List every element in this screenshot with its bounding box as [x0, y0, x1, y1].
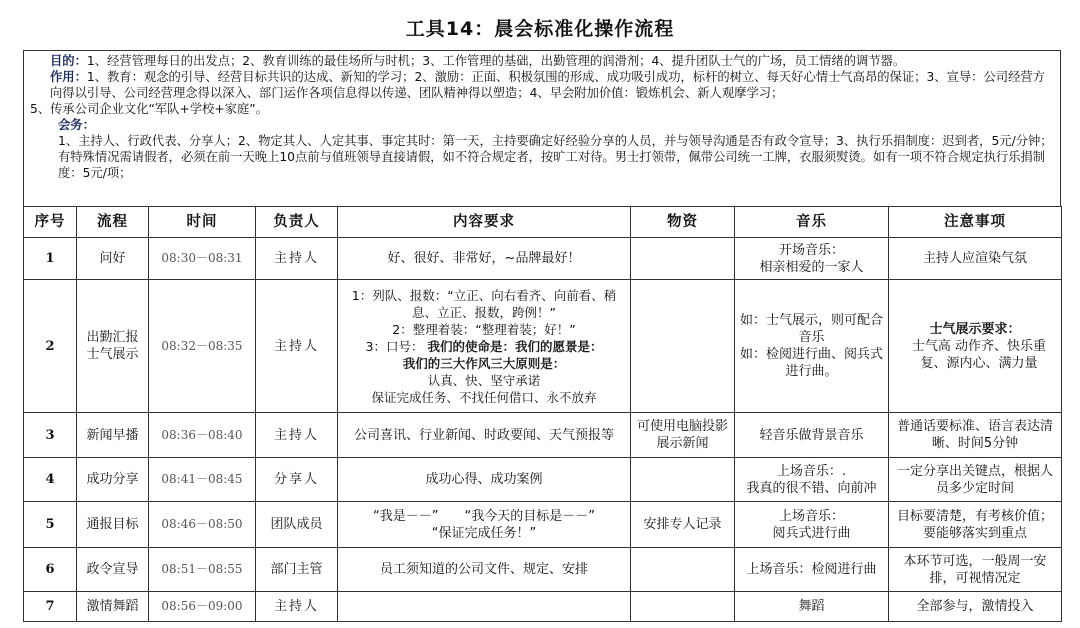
row-content: 成功心得、成功案例 [338, 458, 631, 502]
role-paragraph-2 [30, 101, 1054, 117]
row-content: 好、很好、非常好，~品牌最好！ [338, 238, 631, 280]
row-material [631, 458, 735, 502]
row-note: 普通话要标准、语言表达清晰、时间5分钟 [889, 413, 1062, 458]
row-flow [77, 280, 149, 413]
row-owner: 主持人 [256, 238, 338, 280]
row-material: 可使用电脑投影展示新闻 [631, 413, 735, 458]
content-line: “我是－－” “我今天的目标是－－” [373, 508, 595, 524]
row-material [631, 548, 735, 592]
content-line: 2：整理着装：“整理着装；好！” [392, 321, 576, 337]
row-material: 安排专人记录 [631, 502, 735, 548]
row-content: 公司喜讯、行业新闻、时政要闻、天气预报等 [338, 413, 631, 458]
content-line: 我们的三大作风三大原则是： [402, 355, 566, 371]
row-note: 全部参与，激情投入 [889, 592, 1062, 622]
row-time: 08:46－08:50 [149, 502, 256, 548]
row-material [631, 280, 735, 413]
purpose-text: 1、经营管理每日的出发点；2、教育训练的最佳场所与时机；3、工作管理的基础，出勤管理的润滑剂；4、提升团队士气的广场，员工情绪的调节器。 [86, 54, 906, 68]
row-material [631, 238, 735, 280]
table-header-row [24, 207, 1062, 238]
row-music [735, 280, 889, 413]
row-note-body: 士气高 动作齐、快乐重复、源内心、满力量 [911, 338, 1047, 371]
row-music [735, 502, 889, 548]
header-time: 时间 [149, 207, 256, 238]
row-time: 08:51－08:55 [149, 548, 256, 592]
header-material: 物资 [631, 207, 735, 238]
row-music-line-1: 如：士气展示，则可配合音乐 [739, 313, 883, 345]
row-music-line-1: 上场音乐： [778, 508, 844, 524]
row-num: 3 [24, 413, 77, 458]
row-music [735, 458, 889, 502]
row-flow: 新闻早播 [77, 413, 149, 458]
header-flow: 流程 [77, 207, 149, 238]
row-num: 1 [24, 238, 77, 280]
purpose-paragraph [30, 53, 1054, 69]
row-owner: 主持人 [256, 413, 338, 458]
row-owner: 团队成员 [256, 502, 338, 548]
row-num: 6 [24, 548, 77, 592]
row-music-line-2: 如：检阅进行曲、阅兵式进行曲。 [739, 347, 883, 379]
row-num: 5 [24, 502, 77, 548]
content-line: “保证完成任务！” [431, 525, 537, 541]
row-time: 08:36－08:40 [149, 413, 256, 458]
header-num: 序号 [24, 207, 77, 238]
affairs-paragraph [30, 133, 1054, 181]
content-line: 1：列队、报数：“立正、向右看齐、向前看、稍息、立正、报数，跨例！” [351, 287, 617, 320]
content-line [341, 338, 627, 355]
row-content: 员工须知道的公司文件、规定、安排 [338, 548, 631, 592]
table-row [24, 502, 1062, 548]
header-content: 内容要求 [338, 207, 631, 238]
row-note: 一定分享出关键点，根据人员多少定时间 [889, 458, 1062, 502]
row-time: 08:32－08:35 [149, 280, 256, 413]
row-note: 本环节可选，一般周一安排，可视情况定 [889, 548, 1062, 592]
header-music: 音乐 [735, 207, 889, 238]
purpose-label: 目的： [50, 54, 87, 68]
row-flow: 问好 [77, 238, 149, 280]
row-owner: 分享人 [256, 458, 338, 502]
row-owner: 主持人 [256, 592, 338, 622]
affairs-text: 1、主持人、行政代表、分享人；2、物定其人、人定其事、事定其时：第一天，主持要确定好经验分享的人员，并与领导沟通是否有政令宣导；3、执行乐捐制度：迟到者，5元/分钟；有特殊情况需请假者，必须在前一天晚上10点前与值班领导直接请假，如不符合规定者，按旷工对待。男士打领带，佩带公司统一工牌，衣服须熨烫。如有一项不符合规定执行乐捐制度：5元/项； [58, 134, 1053, 180]
intro-box [23, 50, 1061, 206]
role-label: 作用： [50, 70, 87, 84]
role-paragraph [30, 69, 1054, 101]
table-row [24, 238, 1062, 280]
role-text-1: 1、教育：观念的引导、经营目标共识的达成、新知的学习；2、激励：正面、积极氛围的形成、成功吸引成功，标杆的树立、每天好心情士气高昂的保证；3、宣导：公司经营方向得以引导、公司经营理念得以深入、部门运作各项信息得以传递、团队精神得以塑造；4、早会附加价值：锻炼机会、新人观摩学习； [50, 70, 1045, 100]
process-table [23, 206, 1062, 622]
content-slogan-label: 3：口号： [365, 338, 424, 354]
row-music: 上场音乐：检阅进行曲 [735, 548, 889, 592]
row-music-line-1: 上场音乐：. [776, 463, 847, 479]
row-music-line-2: 相亲相爱的一家人 [759, 259, 864, 275]
row-flow-line-2: 士气展示 [86, 347, 139, 362]
content-line: 认真、快、坚守承诺 [427, 372, 541, 388]
row-owner: 主持人 [256, 280, 338, 413]
row-note: 目标要清楚，有考核价值；要能够落实到重点 [889, 502, 1062, 548]
header-owner: 负责人 [256, 207, 338, 238]
row-time: 08:56－09:00 [149, 592, 256, 622]
row-music-line-2: 阅兵式进行曲 [772, 525, 851, 541]
affairs-label-line [30, 117, 1054, 133]
header-note: 注意事项 [889, 207, 1062, 238]
table-row [24, 592, 1062, 622]
row-note [889, 280, 1062, 413]
row-owner: 部门主管 [256, 548, 338, 592]
row-material [631, 592, 735, 622]
table-row [24, 280, 1062, 413]
row-flow-line-1: 出勤汇报 [86, 330, 139, 345]
page-title: 工具14：晨会标准化操作流程 [405, 18, 675, 40]
content-line: 保证完成任务、不找任何借口、永不放弃 [371, 389, 597, 405]
row-music-line-2: 我真的很不错、向前冲 [746, 480, 877, 496]
table-row [24, 413, 1062, 458]
row-music: 舞蹈 [735, 592, 889, 622]
row-num: 4 [24, 458, 77, 502]
row-content [338, 502, 631, 548]
row-music: 轻音乐做背景音乐 [735, 413, 889, 458]
row-time: 08:41－08:45 [149, 458, 256, 502]
row-flow: 成功分享 [77, 458, 149, 502]
row-flow: 通报目标 [77, 502, 149, 548]
role-text-2: 5、传承公司企业文化“军队+学校+家庭”。 [30, 102, 268, 116]
row-num: 7 [24, 592, 77, 622]
row-content [338, 280, 631, 413]
row-num: 2 [24, 280, 77, 413]
content-slogan-mission: 我们的使命是：我们的愿景是： [427, 338, 603, 354]
row-flow: 政令宣导 [77, 548, 149, 592]
row-content [338, 592, 631, 622]
row-music-line-1: 开场音乐： [778, 242, 844, 258]
row-time: 08:30－08:31 [149, 238, 256, 280]
table-row [24, 458, 1062, 502]
row-note: 主持人应渲染气氛 [889, 238, 1062, 280]
row-music [735, 238, 889, 280]
row-flow: 激情舞蹈 [77, 592, 149, 622]
table-row [24, 548, 1062, 592]
row-note-title: 士气展示要求： [929, 321, 1021, 337]
affairs-label: 会务： [58, 118, 95, 132]
